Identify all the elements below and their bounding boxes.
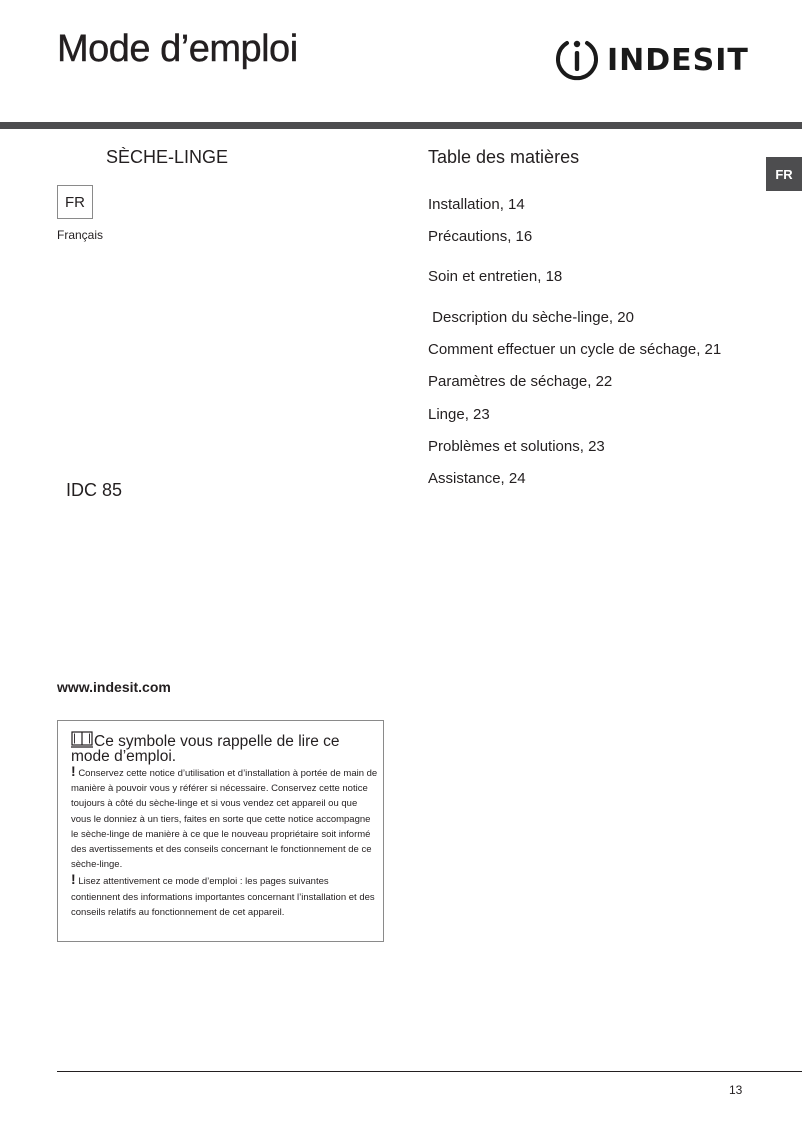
toc-item[interactable]: Linge, 23	[428, 406, 490, 423]
notice-text-2: Lisez attentivement ce mode d’emploi : les pages suivantes contiennent des informations importantes concernant l’installation et des conseils relatifs au fonctionnement de cet appareil.	[71, 876, 375, 918]
toc-item[interactable]: Problèmes et solutions, 23	[428, 438, 605, 455]
notice-text-1: Conservez cette notice d’utilisation et d’installation à portée de main de manière à pouvoir vous y référer si nécessaire. Conservez cette notice toujours à côté du sèche-linge et si vous vendez cet appareil ou que vous le donniez à un tiers, faites en sorte que cette notice accompagne le sèche-linge de manière à ce que le nouveau propriétaire soit informé des avertissements et des conseils concernant le fonctionnement de ce sèche-linge.	[71, 768, 378, 871]
toc-item[interactable]: Paramètres de séchage, 22	[428, 373, 613, 390]
footer-rule	[57, 1071, 802, 1072]
toc-item[interactable]: Soin et entretien, 18	[428, 268, 563, 285]
model-number: IDC 85	[66, 480, 123, 500]
language-side-tab: FR	[766, 157, 802, 191]
brand-logo	[553, 34, 753, 86]
book-icon	[71, 731, 93, 748]
notice-paragraph-2	[71, 872, 378, 920]
warning-mark: !	[71, 871, 76, 888]
notice-paragraph-1	[71, 764, 378, 872]
toc-item[interactable]: Description du sèche-linge, 20	[428, 309, 634, 326]
language-name: Français	[57, 228, 104, 242]
toc-item[interactable]: Précautions, 16	[428, 228, 533, 245]
language-code-box: FR	[57, 185, 93, 219]
product-type: SÈCHE-LINGE	[106, 147, 229, 167]
toc-title: Table des matières	[428, 147, 580, 167]
toc-item[interactable]: Comment effectuer un cycle de séchage, 21	[428, 341, 722, 358]
page-number: 13	[729, 1083, 743, 1097]
toc-item[interactable]: Assistance, 24	[428, 470, 526, 487]
website-link[interactable]: www.indesit.com	[57, 679, 171, 695]
notice-heading	[71, 731, 378, 764]
power-i-icon	[553, 35, 601, 85]
page-title: Mode d’emploi	[57, 28, 298, 70]
header-rule	[0, 122, 802, 129]
brand-name: INDESIT	[607, 42, 749, 78]
toc-item[interactable]: Installation, 14	[428, 196, 525, 213]
notice-heading-text: Ce symbole vous rappelle de lire ce mode d’emploi.	[71, 733, 340, 765]
warning-mark: !	[71, 763, 76, 779]
notice-box	[57, 720, 384, 942]
